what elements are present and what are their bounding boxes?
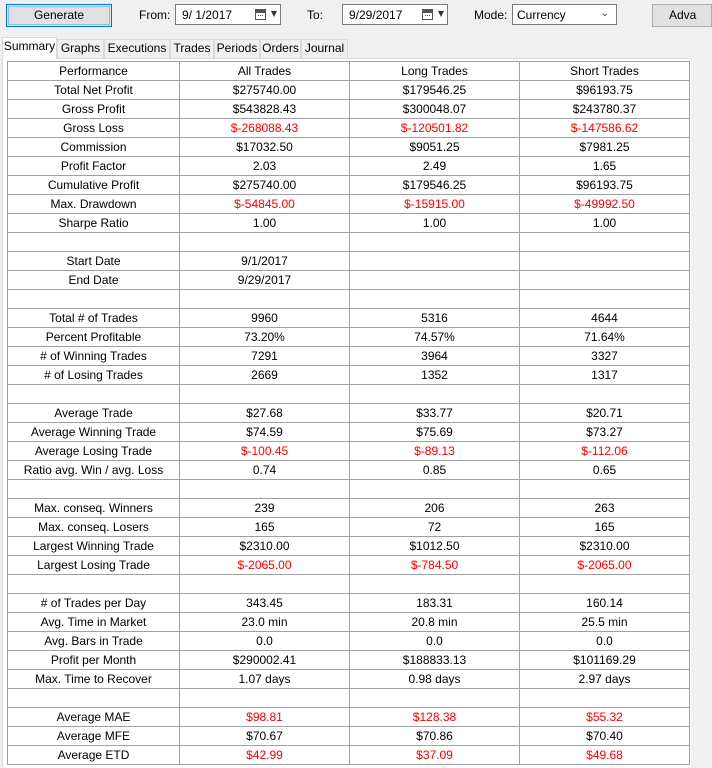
all-trades-cell: 0.0 (180, 632, 350, 651)
short-trades-cell: 25.5 min (520, 613, 690, 632)
row-label: Average MFE (8, 727, 180, 746)
row-label (8, 689, 180, 708)
to-date-value: 9/29/2017 (349, 8, 403, 22)
table-row (8, 214, 690, 233)
short-trades-cell: 1.65 (520, 157, 690, 176)
short-trades-cell: $70.40 (520, 727, 690, 746)
short-trades-cell: 160.14 (520, 594, 690, 613)
long-trades-cell: 2.49 (350, 157, 520, 176)
tab-journal[interactable]: Journal (301, 39, 348, 58)
tab-strip (2, 37, 691, 58)
table-row (8, 651, 690, 670)
table-row (8, 461, 690, 480)
short-trades-cell: 2.97 days (520, 670, 690, 689)
short-trades-cell: $-147586.62 (520, 119, 690, 138)
row-label: Sharpe Ratio (8, 214, 180, 233)
long-trades-cell: 72 (350, 518, 520, 537)
table-row (8, 233, 690, 252)
long-trades-cell: 0.85 (350, 461, 520, 480)
row-label: Ratio avg. Win / avg. Loss (8, 461, 180, 480)
short-trades-cell (520, 480, 690, 499)
column-header-performance: Performance (8, 62, 180, 81)
table-row (8, 632, 690, 651)
long-trades-cell (350, 385, 520, 404)
row-label: Percent Profitable (8, 328, 180, 347)
row-label: Gross Profit (8, 100, 180, 119)
all-trades-cell (180, 290, 350, 309)
all-trades-cell: 165 (180, 518, 350, 537)
long-trades-cell: 20.8 min (350, 613, 520, 632)
all-trades-cell: 0.74 (180, 461, 350, 480)
row-label (8, 290, 180, 309)
row-label: # of Losing Trades (8, 366, 180, 385)
row-label: Avg. Bars in Trade (8, 632, 180, 651)
tab-trades[interactable]: Trades (170, 39, 214, 58)
short-trades-cell: $7981.25 (520, 138, 690, 157)
long-trades-cell: 1.00 (350, 214, 520, 233)
generate-button[interactable]: Generate (6, 4, 112, 27)
long-trades-cell: $9051.25 (350, 138, 520, 157)
tab-summary[interactable]: Summary (2, 37, 57, 59)
all-trades-cell (180, 233, 350, 252)
calendar-icon[interactable] (422, 9, 433, 20)
advanced-button[interactable]: Adva (652, 4, 712, 27)
row-label: Cumulative Profit (8, 176, 180, 195)
row-label: Max. Time to Recover (8, 670, 180, 689)
row-label: Largest Losing Trade (8, 556, 180, 575)
short-trades-cell (520, 271, 690, 290)
all-trades-cell: $74.59 (180, 423, 350, 442)
long-trades-cell (350, 290, 520, 309)
short-trades-cell: 263 (520, 499, 690, 518)
table-row (8, 195, 690, 214)
all-trades-cell: $-2065.00 (180, 556, 350, 575)
short-trades-cell: $-112.06 (520, 442, 690, 461)
short-trades-cell (520, 252, 690, 271)
long-trades-cell: $-784.50 (350, 556, 520, 575)
row-label: Max. Drawdown (8, 195, 180, 214)
table-row (8, 271, 690, 290)
long-trades-cell: $-120501.82 (350, 119, 520, 138)
dropdown-arrow-icon[interactable]: ▼ (270, 9, 277, 18)
short-trades-cell (520, 689, 690, 708)
all-trades-cell: $27.68 (180, 404, 350, 423)
chevron-down-icon[interactable]: ⌄ (600, 8, 609, 19)
table-row (8, 138, 690, 157)
short-trades-cell (520, 233, 690, 252)
all-trades-cell: 9960 (180, 309, 350, 328)
table-row (8, 689, 690, 708)
table-row (8, 100, 690, 119)
long-trades-cell (350, 480, 520, 499)
row-label: Total # of Trades (8, 309, 180, 328)
row-label (8, 480, 180, 499)
row-label: # of Trades per Day (8, 594, 180, 613)
all-trades-cell (180, 480, 350, 499)
table-row (8, 575, 690, 594)
table-row (8, 328, 690, 347)
table-row (8, 385, 690, 404)
table-row (8, 404, 690, 423)
table-row (8, 81, 690, 100)
all-trades-cell: 23.0 min (180, 613, 350, 632)
row-label (8, 233, 180, 252)
long-trades-cell: $188833.13 (350, 651, 520, 670)
long-trades-cell: 1352 (350, 366, 520, 385)
short-trades-cell: $96193.75 (520, 81, 690, 100)
table-row (8, 366, 690, 385)
from-label: From: (139, 8, 171, 22)
long-trades-cell (350, 252, 520, 271)
all-trades-cell: $98.81 (180, 708, 350, 727)
all-trades-cell: 2669 (180, 366, 350, 385)
table-row (8, 499, 690, 518)
toolbar (0, 0, 697, 36)
row-label: Commission (8, 138, 180, 157)
all-trades-cell: $70.67 (180, 727, 350, 746)
long-trades-cell: $128.38 (350, 708, 520, 727)
all-trades-cell: 9/29/2017 (180, 271, 350, 290)
short-trades-cell: $55.32 (520, 708, 690, 727)
row-label: Max. conseq. Winners (8, 499, 180, 518)
long-trades-cell: $-15915.00 (350, 195, 520, 214)
short-trades-cell: $-49992.50 (520, 195, 690, 214)
tab-executions[interactable]: Executions (104, 39, 170, 58)
all-trades-cell (180, 575, 350, 594)
short-trades-cell (520, 385, 690, 404)
long-trades-cell: $-89.13 (350, 442, 520, 461)
long-trades-cell (350, 233, 520, 252)
table-row (8, 556, 690, 575)
short-trades-cell: 0.65 (520, 461, 690, 480)
row-label: Max. conseq. Losers (8, 518, 180, 537)
short-trades-cell (520, 290, 690, 309)
long-trades-cell: 206 (350, 499, 520, 518)
table-row (8, 670, 690, 689)
mode-select[interactable] (512, 4, 617, 25)
short-trades-cell: 1317 (520, 366, 690, 385)
all-trades-cell: $42.99 (180, 746, 350, 765)
all-trades-cell: $275740.00 (180, 176, 350, 195)
row-label: Total Net Profit (8, 81, 180, 100)
all-trades-cell: $543828.43 (180, 100, 350, 119)
from-date-value: 9/ 1/2017 (182, 8, 233, 22)
row-label: Average Trade (8, 404, 180, 423)
dropdown-arrow-icon[interactable]: ▼ (437, 9, 444, 18)
all-trades-cell: 1.07 days (180, 670, 350, 689)
all-trades-cell: 2.03 (180, 157, 350, 176)
all-trades-cell: 1.00 (180, 214, 350, 233)
table-row (8, 309, 690, 328)
short-trades-cell: $73.27 (520, 423, 690, 442)
all-trades-cell: 9/1/2017 (180, 252, 350, 271)
row-label (8, 575, 180, 594)
all-trades-cell: $275740.00 (180, 81, 350, 100)
tab-graphs[interactable]: Graphs (57, 39, 104, 58)
long-trades-cell: $300048.07 (350, 100, 520, 119)
table-row (8, 537, 690, 556)
short-trades-cell (520, 575, 690, 594)
long-trades-cell: $1012.50 (350, 537, 520, 556)
short-trades-cell: $101169.29 (520, 651, 690, 670)
all-trades-cell: $-54845.00 (180, 195, 350, 214)
row-label: Average ETD (8, 746, 180, 765)
long-trades-cell: 0.98 days (350, 670, 520, 689)
long-trades-cell (350, 689, 520, 708)
short-trades-cell: $96193.75 (520, 176, 690, 195)
row-label: # of Winning Trades (8, 347, 180, 366)
to-date-picker[interactable] (342, 4, 448, 25)
table-row (8, 518, 690, 537)
short-trades-cell: 71.64% (520, 328, 690, 347)
long-trades-cell: 74.57% (350, 328, 520, 347)
row-label: Largest Winning Trade (8, 537, 180, 556)
column-header-all-trades: All Trades (180, 62, 350, 81)
long-trades-cell: 5316 (350, 309, 520, 328)
long-trades-cell: $33.77 (350, 404, 520, 423)
row-label: End Date (8, 271, 180, 290)
column-header-long-trades: Long Trades (350, 62, 520, 81)
short-trades-cell: $2310.00 (520, 537, 690, 556)
summary-panel (2, 58, 691, 768)
tab-periods[interactable]: Periods (214, 39, 260, 58)
row-label: Average MAE (8, 708, 180, 727)
table-row (8, 442, 690, 461)
row-label: Profit per Month (8, 651, 180, 670)
table-row (8, 727, 690, 746)
row-label: Average Winning Trade (8, 423, 180, 442)
row-label: Avg. Time in Market (8, 613, 180, 632)
all-trades-cell: $17032.50 (180, 138, 350, 157)
mode-label: Mode: (474, 8, 508, 22)
table-row (8, 252, 690, 271)
long-trades-cell (350, 271, 520, 290)
long-trades-cell: 3964 (350, 347, 520, 366)
short-trades-cell: 3327 (520, 347, 690, 366)
short-trades-cell: 165 (520, 518, 690, 537)
short-trades-cell: $20.71 (520, 404, 690, 423)
short-trades-cell: $-2065.00 (520, 556, 690, 575)
long-trades-cell: $70.86 (350, 727, 520, 746)
short-trades-cell: 4644 (520, 309, 690, 328)
long-trades-cell (350, 575, 520, 594)
all-trades-cell: 7291 (180, 347, 350, 366)
table-row (8, 708, 690, 727)
table-row (8, 613, 690, 632)
all-trades-cell (180, 689, 350, 708)
row-label (8, 385, 180, 404)
short-trades-cell: $243780.37 (520, 100, 690, 119)
row-label: Profit Factor (8, 157, 180, 176)
all-trades-cell: $-100.45 (180, 442, 350, 461)
long-trades-cell: $37.09 (350, 746, 520, 765)
long-trades-cell: $75.69 (350, 423, 520, 442)
tab-orders[interactable]: Orders (260, 39, 301, 58)
calendar-icon[interactable] (255, 9, 266, 20)
short-trades-cell: 1.00 (520, 214, 690, 233)
all-trades-cell: 343.45 (180, 594, 350, 613)
long-trades-cell: 183.31 (350, 594, 520, 613)
mode-value: Currency (517, 8, 566, 22)
all-trades-cell: $2310.00 (180, 537, 350, 556)
column-header-short-trades: Short Trades (520, 62, 690, 81)
row-label: Start Date (8, 252, 180, 271)
from-date-picker[interactable] (175, 4, 281, 25)
table-row (8, 423, 690, 442)
table-row (8, 176, 690, 195)
short-trades-cell: 0.0 (520, 632, 690, 651)
table-row (8, 746, 690, 765)
long-trades-cell: $179546.25 (350, 176, 520, 195)
table-row (8, 480, 690, 499)
to-label: To: (307, 8, 324, 22)
long-trades-cell: $179546.25 (350, 81, 520, 100)
table-row (8, 290, 690, 309)
performance-table (7, 61, 690, 765)
table-row (8, 594, 690, 613)
long-trades-cell: 0.0 (350, 632, 520, 651)
table-row (8, 119, 690, 138)
row-label: Average Losing Trade (8, 442, 180, 461)
table-row (8, 347, 690, 366)
row-label: Gross Loss (8, 119, 180, 138)
all-trades-cell (180, 385, 350, 404)
table-row (8, 157, 690, 176)
table-header-row (8, 62, 690, 81)
all-trades-cell: $290002.41 (180, 651, 350, 670)
all-trades-cell: 239 (180, 499, 350, 518)
short-trades-cell: $49.68 (520, 746, 690, 765)
all-trades-cell: 73.20% (180, 328, 350, 347)
all-trades-cell: $-268088.43 (180, 119, 350, 138)
